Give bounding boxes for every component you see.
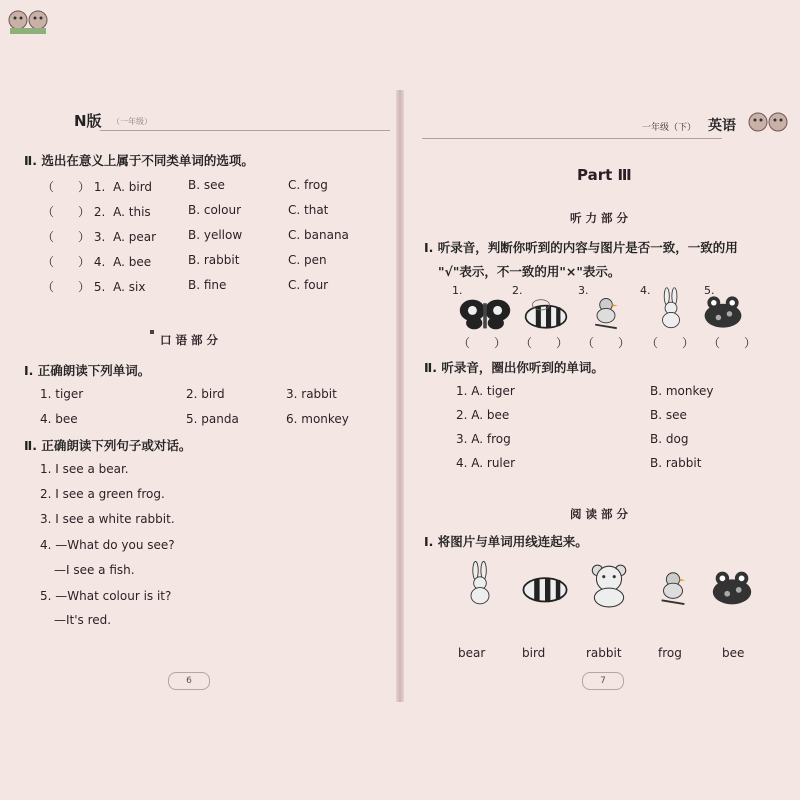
sentence-line: —I see a fish. <box>54 563 135 577</box>
page-number: 7 <box>582 672 624 690</box>
option-c: C. pen <box>288 253 327 267</box>
rabbit-icon <box>462 560 498 608</box>
pic-number: 5. <box>704 284 715 297</box>
choice-row <box>42 178 152 195</box>
option-a: A. this <box>113 205 151 219</box>
edition-sub-label: （一年级） <box>112 117 152 126</box>
bear-mascot-icon <box>6 6 50 36</box>
bird-icon <box>588 292 624 332</box>
choice-row <box>42 203 151 220</box>
option-a: A. bee <box>113 255 152 269</box>
option-c: C. frog <box>288 178 328 192</box>
bear-icon <box>588 562 630 608</box>
page-number: 6 <box>168 672 210 690</box>
option-a: A. bird <box>113 180 153 194</box>
listen-section1-title-line1: Ⅰ. 听录音，判断你听到的内容与图片是否一致，一致的用 <box>424 240 738 255</box>
listen-section2-title: Ⅱ. 听录音，圈出你听到的单词。 <box>424 360 604 375</box>
grade-label: 一年级（下） <box>641 123 696 133</box>
answer-blank[interactable]: （ ） <box>520 336 569 350</box>
section1-title: Ⅰ. 正确朗读下列单词。 <box>24 363 151 378</box>
pic-number: 4. <box>640 284 651 297</box>
word-tiger: 1. tiger <box>40 387 84 401</box>
listening-section-title: 听力部分 <box>570 211 632 225</box>
answer-blank[interactable]: （ ） <box>708 336 757 350</box>
option-a[interactable]: 2. A. bee <box>456 408 510 422</box>
listen-section1-title-line2: "√"表示，不一致的用"×"表示。 <box>438 264 621 279</box>
bee-icon <box>518 570 572 606</box>
item-number: 4. <box>93 255 106 269</box>
sentence-line: 4. —What do you see? <box>40 538 175 552</box>
rabbit-icon <box>654 286 688 332</box>
option-b: B. rabbit <box>188 253 240 267</box>
choice-row <box>42 228 156 245</box>
answer-blank[interactable]: （ ） <box>42 230 91 244</box>
answer-blank[interactable]: （ ） <box>458 336 507 350</box>
sentence-line: —It's red. <box>54 613 112 627</box>
right-page <box>402 0 800 800</box>
match-word-rabbit[interactable]: rabbit <box>586 646 622 660</box>
option-b: B. colour <box>188 203 242 217</box>
header-rule <box>100 130 390 131</box>
sentence-line: 3. I see a white rabbit. <box>40 512 175 526</box>
match-word-bear[interactable]: bear <box>458 646 486 660</box>
option-c: C. banana <box>288 228 349 242</box>
bird-icon <box>654 566 692 608</box>
item-number: 5. <box>93 280 106 294</box>
option-b[interactable]: B. monkey <box>650 384 714 398</box>
option-b: B. yellow <box>188 228 243 242</box>
answer-blank[interactable]: （ ） <box>42 205 91 219</box>
option-c: C. four <box>288 278 329 292</box>
frog-icon <box>700 292 746 332</box>
part-title: Part Ⅲ <box>577 166 632 184</box>
option-b[interactable]: B. dog <box>650 432 689 446</box>
answer-blank[interactable]: （ ） <box>42 255 91 269</box>
option-b: B. fine <box>188 278 227 292</box>
pic-number: 3. <box>578 284 589 297</box>
option-a[interactable]: 1. A. tiger <box>456 384 515 398</box>
item-number: 3. <box>93 230 106 244</box>
choice-row <box>42 253 151 270</box>
reading-section1-title: Ⅰ. 将图片与单词用线连起来。 <box>424 534 588 549</box>
butterfly-icon <box>458 294 512 334</box>
pic-number: 1. <box>452 284 463 297</box>
answer-blank[interactable]: （ ） <box>42 180 91 194</box>
match-word-frog[interactable]: frog <box>658 646 682 660</box>
edition-label: N版 <box>74 112 102 130</box>
bear-mascot-icon <box>746 108 790 138</box>
subject-label: 英语 <box>708 118 736 134</box>
section2b-title: Ⅱ. 正确朗读下列句子或对话。 <box>24 438 192 453</box>
answer-blank[interactable]: （ ） <box>646 336 695 350</box>
item-number: 2. <box>93 205 106 219</box>
option-b[interactable]: B. see <box>650 408 687 422</box>
bee-icon <box>520 298 572 332</box>
option-a[interactable]: 4. A. ruler <box>456 456 516 470</box>
word-panda: 5. panda <box>186 412 239 426</box>
pic-number: 2. <box>512 284 523 297</box>
answer-blank[interactable]: （ ） <box>42 280 91 294</box>
word-rabbit: 3. rabbit <box>286 387 337 401</box>
match-word-bird[interactable]: bird <box>522 646 546 660</box>
section2-title: Ⅱ. 选出在意义上属于不同类单词的选项。 <box>24 153 254 168</box>
option-b: B. see <box>188 178 225 192</box>
option-c: C. that <box>288 203 329 217</box>
word-bee: 4. bee <box>40 412 78 426</box>
option-b[interactable]: B. rabbit <box>650 456 702 470</box>
item-number: 1. <box>93 180 106 194</box>
word-bird: 2. bird <box>186 387 225 401</box>
header-rule <box>422 138 722 139</box>
sentence-line: 1. I see a bear. <box>40 462 129 476</box>
answer-blank[interactable]: （ ） <box>582 336 631 350</box>
option-a[interactable]: 3. A. frog <box>456 432 511 446</box>
sentence-line: 5. —What colour is it? <box>40 589 172 603</box>
match-word-bee[interactable]: bee <box>722 646 745 660</box>
option-a: A. pear <box>113 230 157 244</box>
title-marker <box>150 330 154 334</box>
word-monkey: 6. monkey <box>286 412 349 426</box>
choice-row <box>42 278 145 295</box>
sentence-line: 2. I see a green frog. <box>40 487 165 501</box>
oral-section-title: 口语部分 <box>160 333 222 347</box>
frog-icon <box>708 568 756 608</box>
option-a: A. six <box>113 280 146 294</box>
reading-section-title: 阅读部分 <box>570 507 632 521</box>
left-page <box>0 0 398 800</box>
